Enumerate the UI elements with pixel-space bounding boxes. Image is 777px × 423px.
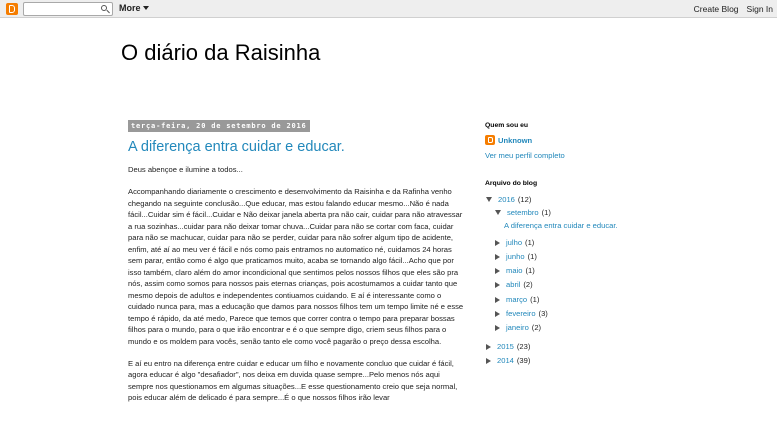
- archive-month-abril[interactable]: abril (2): [495, 280, 533, 289]
- caret-down-icon: [143, 6, 149, 10]
- archive-month-setembro[interactable]: setembro (1): [495, 208, 551, 217]
- expand-arrow-icon[interactable]: [495, 282, 500, 288]
- blog-title[interactable]: O diário da Raisinha: [121, 40, 321, 65]
- expand-arrow-icon[interactable]: [495, 268, 500, 274]
- search-icon: [101, 5, 110, 14]
- collapse-arrow-icon[interactable]: [495, 210, 501, 215]
- expand-arrow-icon[interactable]: [495, 311, 500, 317]
- archive-month-maio[interactable]: maio (1): [495, 266, 535, 275]
- archive-year-2014[interactable]: 2014 (39): [486, 356, 530, 365]
- archive-year-2016[interactable]: 2016 (12): [486, 195, 531, 204]
- blogger-navbar: [0, 0, 777, 18]
- more-label: More: [119, 3, 141, 13]
- archive-heading: Arquivo do blog: [485, 180, 538, 187]
- create-blog-link[interactable]: Create Blog: [693, 4, 739, 14]
- archive-post-link[interactable]: A diferença entra cuidar e educar.: [504, 221, 618, 230]
- sign-in-link[interactable]: Sign In: [746, 4, 773, 14]
- expand-arrow-icon[interactable]: [486, 344, 491, 350]
- blogger-logo-icon[interactable]: [6, 3, 18, 15]
- archive-month-julho[interactable]: julho (1): [495, 238, 534, 247]
- archive-month-janeiro[interactable]: janeiro (2): [495, 323, 541, 332]
- profile-name-link[interactable]: Unknown: [498, 135, 533, 145]
- expand-arrow-icon[interactable]: [486, 358, 491, 364]
- expand-arrow-icon[interactable]: [495, 297, 500, 303]
- archive-month-fevereiro[interactable]: fevereiro (3): [495, 309, 548, 318]
- collapse-arrow-icon[interactable]: [486, 197, 492, 202]
- archive-month-junho[interactable]: junho (1): [495, 252, 537, 261]
- expand-arrow-icon[interactable]: [495, 254, 500, 260]
- blogger-profile-icon: [485, 135, 495, 145]
- profile-heading: Quem sou eu: [485, 122, 529, 129]
- profile-widget: [485, 122, 685, 160]
- post-title-link[interactable]: A diferença entra cuidar e educar.: [128, 139, 345, 155]
- search-button[interactable]: [98, 3, 112, 15]
- post-paragraph: Deus abençoe e ilumine a todos...: [128, 165, 243, 174]
- more-menu-button[interactable]: [119, 3, 149, 13]
- expand-arrow-icon[interactable]: [495, 240, 500, 246]
- post-paragraph: Accompanhando diariamente o crescimento e desenvolvimento da Raisinha e da Rafinha venho chegando na seguinte conclusão...Que educar, mas estou falando educar mesmo...Não é nada fácil...Cuidar sim é fácil...Cuidar e Não deixar janela aberta pra não cair, cuidar para não atravessar a rua sozinhas...cuidar para não deixar tomar chuva...Cuidar para não se cortar com faca, cuidar para não se machucar, cuidar para não se perder, cuidar para não sofrer algum tipo de acidente, enfim, até aí ao meu ver é fácil e nós como pais entramos no automatico né, cuidamos 24 horas sem parar, então como é algo que praticamos muito, acaba se tornando algo fácil...Acho que por isso também, claro além do amor incondicional que sentimos pelos nossos filhos que eles são pra nós, assim como somos para nossos pais eternas crianças, pois acostumamos a cuidar tanto que mesmo depois de adultos e independentes contiuamos cuidando. E aí é interessante como o cuidado nunca para, mas a educação que damos para nossos filhos tem um tempo limite né e esse tempo é rápido, da até medo, Parece que temos que correr contra o tempo para preparar bossas filhos para o mundo, para o que irão encontrar e é o que sempre digo, criem seus filhos para o mundo e os moldem para vocês, senão tanto ele como você pagarão o preço dessa escolha.: [128, 187, 464, 346]
- archive-month-marco[interactable]: março (1): [495, 295, 539, 304]
- view-profile-link[interactable]: Ver meu perfil completo: [485, 151, 565, 160]
- expand-arrow-icon[interactable]: [495, 325, 500, 331]
- search-input[interactable]: [23, 2, 113, 16]
- archive-year-2015[interactable]: 2015 (23): [486, 342, 530, 351]
- post-body: [128, 164, 464, 414]
- post-date-header: terça-feira, 20 de setembro de 2016: [128, 120, 310, 132]
- post-paragraph: E aí eu entro na diferença entre cuidar e educar um filho e novamente concluo que cuidar é fácil, agora educar é algo "desafiador", nos deixa em duvida quase sempre...Pelo menos nós aqui sempre nos questionamos em algumas situações...E esse questionamento creio que seja normal, pois educar além de delicado é para sempre...É o que nossos filhos irão levar: [128, 358, 458, 402]
